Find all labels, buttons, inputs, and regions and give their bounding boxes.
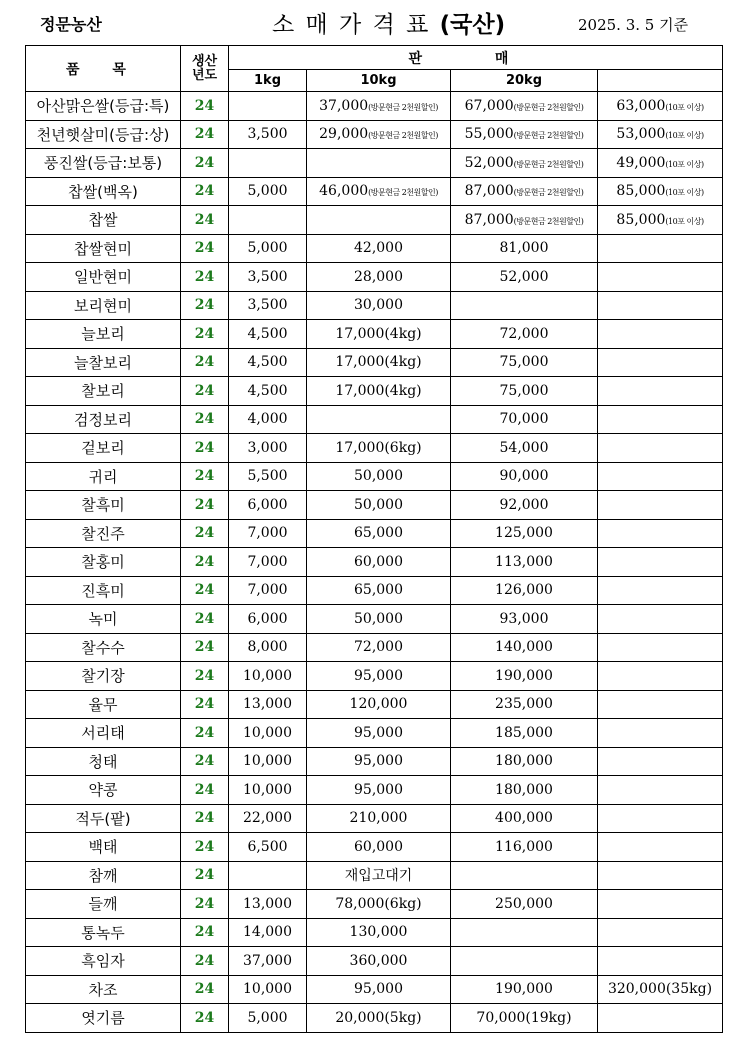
price-bulk [598, 690, 723, 719]
production-year: 24 [181, 177, 229, 206]
price-10kg: 72,000 [307, 633, 451, 662]
price-bulk [598, 833, 723, 862]
production-year: 24 [181, 690, 229, 719]
price-20kg: 81,000 [451, 234, 598, 263]
item-name: 늘보리 [26, 320, 181, 349]
price-bulk: 53,000(10포 이상) [598, 120, 723, 149]
item-name: 아산맑은쌀(등급:특) [26, 92, 181, 121]
item-name: 찹쌀현미 [26, 234, 181, 263]
price-20kg: 140,000 [451, 633, 598, 662]
item-name: 통녹두 [26, 918, 181, 947]
price-bulk [598, 633, 723, 662]
price-20kg: 70,000 [451, 405, 598, 434]
price-1kg: 7,000 [229, 548, 307, 577]
price-10kg: 60,000 [307, 548, 451, 577]
column-header-year: 생산년도 [181, 46, 229, 92]
production-year: 24 [181, 291, 229, 320]
price-1kg: 6,500 [229, 833, 307, 862]
item-name: 천년햇살미(등급:상) [26, 120, 181, 149]
production-year: 24 [181, 605, 229, 634]
production-year: 24 [181, 263, 229, 292]
item-name: 찰흑미 [26, 491, 181, 520]
price-10kg: 17,000(6kg) [307, 434, 451, 463]
price-20kg: 67,000(방문현금 2천원할인) [451, 92, 598, 121]
price-10kg: 210,000 [307, 804, 451, 833]
item-name: 서리태 [26, 719, 181, 748]
item-name: 약콩 [26, 776, 181, 805]
production-year: 24 [181, 434, 229, 463]
production-year: 24 [181, 519, 229, 548]
production-year: 24 [181, 548, 229, 577]
price-20kg: 55,000(방문현금 2천원할인) [451, 120, 598, 149]
table-row [26, 947, 723, 976]
price-10kg: 360,000 [307, 947, 451, 976]
price-20kg: 190,000 [451, 662, 598, 691]
price-bulk [598, 1004, 723, 1033]
price-10kg: 50,000 [307, 462, 451, 491]
title-origin: (국산) [439, 12, 506, 38]
production-year: 24 [181, 776, 229, 805]
table-row [26, 662, 723, 691]
production-year: 24 [181, 947, 229, 976]
item-name: 찹쌀(백옥) [26, 177, 181, 206]
price-10kg: 65,000 [307, 519, 451, 548]
price-10kg: 65,000 [307, 576, 451, 605]
production-year: 24 [181, 462, 229, 491]
price-10kg: 95,000 [307, 975, 451, 1004]
column-header-extra [598, 70, 723, 92]
table-row [26, 92, 723, 121]
production-year: 24 [181, 747, 229, 776]
column-header-20kg: 20kg [451, 70, 598, 92]
item-name: 차조 [26, 975, 181, 1004]
price-20kg: 52,000(방문현금 2천원할인) [451, 149, 598, 178]
price-1kg: 6,000 [229, 605, 307, 634]
price-bulk [598, 348, 723, 377]
table-row [26, 519, 723, 548]
price-20kg: 250,000 [451, 890, 598, 919]
price-20kg: 92,000 [451, 491, 598, 520]
table-row [26, 263, 723, 292]
price-10kg: 95,000 [307, 662, 451, 691]
price-1kg: 5,000 [229, 234, 307, 263]
price-bulk [598, 747, 723, 776]
title-main: 소 매 가 격 표 [272, 12, 431, 38]
table-row [26, 320, 723, 349]
price-1kg: 3,500 [229, 120, 307, 149]
table-row [26, 833, 723, 862]
price-20kg: 180,000 [451, 747, 598, 776]
price-1kg: 7,000 [229, 576, 307, 605]
price-1kg: 5,500 [229, 462, 307, 491]
reference-date: 2025. 3. 5 기준 [578, 16, 689, 34]
production-year: 24 [181, 348, 229, 377]
price-1kg [229, 149, 307, 178]
price-bulk: 320,000(35kg) [598, 975, 723, 1004]
price-10kg: 46,000(방문현금 2천원할인) [307, 177, 451, 206]
price-bulk [598, 234, 723, 263]
production-year: 24 [181, 1004, 229, 1033]
price-1kg: 13,000 [229, 890, 307, 919]
price-20kg: 113,000 [451, 548, 598, 577]
price-bulk [598, 890, 723, 919]
price-10kg: 120,000 [307, 690, 451, 719]
production-year: 24 [181, 833, 229, 862]
price-bulk [598, 776, 723, 805]
table-row [26, 377, 723, 406]
table-row [26, 776, 723, 805]
item-name: 들깨 [26, 890, 181, 919]
price-bulk [598, 918, 723, 947]
production-year: 24 [181, 491, 229, 520]
column-header-10kg: 10kg [307, 70, 451, 92]
price-20kg: 87,000(방문현금 2천원할인) [451, 206, 598, 235]
price-1kg: 5,000 [229, 177, 307, 206]
price-20kg: 235,000 [451, 690, 598, 719]
price-20kg: 125,000 [451, 519, 598, 548]
price-10kg: 60,000 [307, 833, 451, 862]
price-10kg [307, 149, 451, 178]
production-year: 24 [181, 92, 229, 121]
price-rows [26, 92, 723, 1033]
production-year: 24 [181, 918, 229, 947]
table-row [26, 890, 723, 919]
item-name: 적두(팥) [26, 804, 181, 833]
item-name: 찰진주 [26, 519, 181, 548]
price-bulk: 85,000(10포 이상) [598, 177, 723, 206]
table-row [26, 975, 723, 1004]
price-20kg: 54,000 [451, 434, 598, 463]
item-name: 늘찰보리 [26, 348, 181, 377]
price-bulk: 85,000(10포 이상) [598, 206, 723, 235]
table-row [26, 177, 723, 206]
item-name: 진흑미 [26, 576, 181, 605]
price-bulk [598, 804, 723, 833]
price-1kg [229, 92, 307, 121]
price-bulk [598, 519, 723, 548]
item-name: 귀리 [26, 462, 181, 491]
table-row [26, 491, 723, 520]
item-name: 율무 [26, 690, 181, 719]
price-bulk [598, 719, 723, 748]
production-year: 24 [181, 804, 229, 833]
table-row [26, 405, 723, 434]
price-20kg: 93,000 [451, 605, 598, 634]
table-row [26, 605, 723, 634]
price-1kg: 5,000 [229, 1004, 307, 1033]
price-20kg: 72,000 [451, 320, 598, 349]
price-1kg: 10,000 [229, 776, 307, 805]
table-row [26, 548, 723, 577]
price-20kg [451, 918, 598, 947]
table-row [26, 149, 723, 178]
price-10kg: 50,000 [307, 491, 451, 520]
price-bulk [598, 491, 723, 520]
production-year: 24 [181, 576, 229, 605]
table-row [26, 633, 723, 662]
price-1kg: 7,000 [229, 519, 307, 548]
column-header-item: 품 목 [26, 46, 181, 92]
price-20kg: 185,000 [451, 719, 598, 748]
price-bulk [598, 263, 723, 292]
production-year: 24 [181, 234, 229, 263]
price-bulk [598, 605, 723, 634]
table-row [26, 861, 723, 890]
price-10kg: 95,000 [307, 747, 451, 776]
production-year: 24 [181, 633, 229, 662]
production-year: 24 [181, 719, 229, 748]
price-bulk [598, 462, 723, 491]
table-row [26, 719, 723, 748]
item-name: 일반현미 [26, 263, 181, 292]
price-10kg: 95,000 [307, 719, 451, 748]
price-1kg: 4,000 [229, 405, 307, 434]
price-1kg: 3,500 [229, 291, 307, 320]
store-name: 정문농산 [40, 15, 102, 34]
column-header-1kg: 1kg [229, 70, 307, 92]
production-year: 24 [181, 662, 229, 691]
price-1kg: 6,000 [229, 491, 307, 520]
table-row [26, 120, 723, 149]
table-row [26, 576, 723, 605]
page-title [272, 6, 505, 39]
item-name: 찰기장 [26, 662, 181, 691]
price-bulk [598, 947, 723, 976]
price-10kg: 95,000 [307, 776, 451, 805]
price-bulk [598, 405, 723, 434]
production-year: 24 [181, 861, 229, 890]
price-20kg: 75,000 [451, 377, 598, 406]
price-20kg: 180,000 [451, 776, 598, 805]
price-1kg [229, 206, 307, 235]
price-1kg: 10,000 [229, 662, 307, 691]
price-bulk [598, 291, 723, 320]
item-name: 백태 [26, 833, 181, 862]
item-name: 녹미 [26, 605, 181, 634]
price-1kg: 10,000 [229, 975, 307, 1004]
item-name: 참깨 [26, 861, 181, 890]
price-20kg: 400,000 [451, 804, 598, 833]
table-row [26, 234, 723, 263]
price-20kg: 52,000 [451, 263, 598, 292]
price-1kg: 3,000 [229, 434, 307, 463]
price-10kg: 20,000(5kg) [307, 1004, 451, 1033]
price-1kg: 4,500 [229, 348, 307, 377]
price-10kg [307, 405, 451, 434]
price-1kg: 4,500 [229, 377, 307, 406]
item-name: 검정보리 [26, 405, 181, 434]
price-bulk [598, 662, 723, 691]
price-1kg: 8,000 [229, 633, 307, 662]
price-bulk [598, 576, 723, 605]
column-header-sale: 판 매 [229, 46, 723, 70]
price-10kg: 29,000(방문현금 2천원할인) [307, 120, 451, 149]
item-name: 찰수수 [26, 633, 181, 662]
price-20kg [451, 947, 598, 976]
price-10kg: 130,000 [307, 918, 451, 947]
price-20kg: 116,000 [451, 833, 598, 862]
table-row [26, 462, 723, 491]
table-row [26, 918, 723, 947]
production-year: 24 [181, 120, 229, 149]
price-20kg: 70,000(19kg) [451, 1004, 598, 1033]
production-year: 24 [181, 320, 229, 349]
item-name: 엿기름 [26, 1004, 181, 1033]
price-1kg: 10,000 [229, 719, 307, 748]
price-10kg [307, 206, 451, 235]
price-bulk [598, 320, 723, 349]
price-10kg: 30,000 [307, 291, 451, 320]
price-10kg: 17,000(4kg) [307, 377, 451, 406]
table-row [26, 291, 723, 320]
price-table [25, 45, 723, 1033]
production-year: 24 [181, 149, 229, 178]
price-10kg: 재입고대기 [307, 861, 451, 890]
price-20kg: 75,000 [451, 348, 598, 377]
price-1kg: 14,000 [229, 918, 307, 947]
price-1kg: 3,500 [229, 263, 307, 292]
item-name: 보리현미 [26, 291, 181, 320]
table-row [26, 206, 723, 235]
item-name: 청태 [26, 747, 181, 776]
table-row [26, 434, 723, 463]
price-10kg: 28,000 [307, 263, 451, 292]
price-20kg [451, 291, 598, 320]
price-20kg: 190,000 [451, 975, 598, 1004]
price-20kg [451, 861, 598, 890]
table-row [26, 690, 723, 719]
item-name: 풍진쌀(등급:보통) [26, 149, 181, 178]
price-1kg: 13,000 [229, 690, 307, 719]
item-name: 찹쌀 [26, 206, 181, 235]
production-year: 24 [181, 975, 229, 1004]
price-20kg: 90,000 [451, 462, 598, 491]
table-row [26, 747, 723, 776]
price-1kg: 37,000 [229, 947, 307, 976]
production-year: 24 [181, 377, 229, 406]
price-10kg: 17,000(4kg) [307, 348, 451, 377]
item-name: 찰홍미 [26, 548, 181, 577]
price-bulk: 49,000(10포 이상) [598, 149, 723, 178]
production-year: 24 [181, 206, 229, 235]
price-1kg: 4,500 [229, 320, 307, 349]
item-name: 찰보리 [26, 377, 181, 406]
price-bulk [598, 548, 723, 577]
table-row [26, 348, 723, 377]
table-row [26, 804, 723, 833]
price-bulk: 63,000(10포 이상) [598, 92, 723, 121]
price-20kg: 126,000 [451, 576, 598, 605]
production-year: 24 [181, 890, 229, 919]
table-row [26, 1004, 723, 1033]
price-10kg: 50,000 [307, 605, 451, 634]
item-name: 흑임자 [26, 947, 181, 976]
price-1kg: 10,000 [229, 747, 307, 776]
price-1kg [229, 861, 307, 890]
price-10kg: 78,000(6kg) [307, 890, 451, 919]
production-year: 24 [181, 405, 229, 434]
price-bulk [598, 861, 723, 890]
price-1kg: 22,000 [229, 804, 307, 833]
price-10kg: 42,000 [307, 234, 451, 263]
price-20kg: 87,000(방문현금 2천원할인) [451, 177, 598, 206]
item-name: 겉보리 [26, 434, 181, 463]
price-bulk [598, 434, 723, 463]
price-bulk [598, 377, 723, 406]
price-10kg: 17,000(4kg) [307, 320, 451, 349]
price-10kg: 37,000(방문현금 2천원할인) [307, 92, 451, 121]
